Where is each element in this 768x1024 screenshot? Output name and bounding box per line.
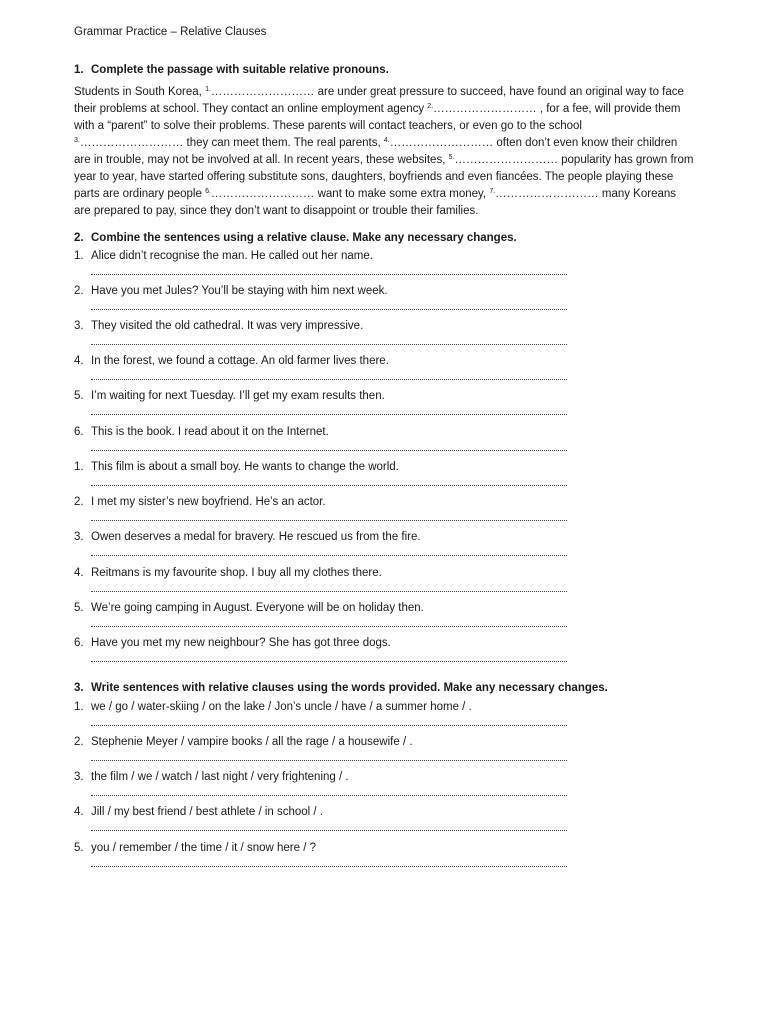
answer-line[interactable] [91, 625, 567, 627]
item-prompt: This film is about a small boy. He wants to change the world. [91, 461, 399, 473]
passage-text: popularity has grown from year to year, have started offering substitute sons, daughters, boyfriends and even fiancées. The people playing these parts are ordinary people [74, 154, 694, 200]
item-prompt: the film / we / watch / last night / very frightening / . [91, 771, 349, 783]
answer-line[interactable] [91, 449, 567, 451]
item-number: 5. [74, 390, 84, 402]
answer-line[interactable] [91, 378, 567, 380]
section-1-heading [74, 64, 389, 76]
blank-marker: 5. [448, 154, 455, 161]
answer-blank[interactable]: ……………………… [389, 137, 494, 149]
exercise-item [74, 285, 574, 297]
answer-line[interactable] [91, 660, 567, 662]
section-3-heading [74, 682, 608, 694]
exercise-item [74, 701, 574, 713]
blank-marker: 7. [489, 188, 496, 195]
blank-marker: 6. [205, 188, 211, 195]
answer-line[interactable] [91, 724, 567, 726]
answer-line[interactable] [91, 759, 567, 761]
answer-blank[interactable]: ……………………… [79, 137, 184, 149]
passage-text: Students in South Korea, [74, 86, 206, 98]
item-number: 4. [74, 806, 84, 818]
exercise-item [74, 461, 574, 473]
item-number: 5. [74, 842, 84, 854]
item-prompt: Stephenie Meyer / vampire books / all the rage / a housewife / . [91, 736, 413, 748]
answer-line[interactable] [91, 865, 567, 867]
passage-text: many Koreans are prepared to pay, since they don’t want to disappoint or trouble their families. [74, 188, 677, 217]
page-header: Grammar Practice – Relative Clauses [74, 26, 267, 38]
item-number: 2. [74, 736, 84, 748]
item-prompt: I’m waiting for next Tuesday. I’ll get my exam results then. [91, 390, 385, 402]
answer-line[interactable] [91, 413, 567, 415]
item-prompt: This is the book. I read about it on the Internet. [91, 426, 329, 438]
exercise-item [74, 567, 574, 579]
item-prompt: We’re going camping in August. Everyone will be on holiday then. [91, 602, 424, 614]
item-number: 2. [74, 496, 84, 508]
passage-text: they can meet them. The real parents, [183, 137, 384, 149]
passage-text: , for a fee, will provide them with a “parent” to solve their problems. These parents will contact teachers, or even go to the school [74, 103, 681, 132]
section-3-title: Write sentences with relative clauses using the words provided. Make any necessary changes. [91, 682, 608, 694]
answer-line[interactable] [91, 484, 567, 486]
blank-marker: 1. [205, 86, 211, 93]
answer-line[interactable] [91, 829, 567, 831]
exercise-item [74, 602, 574, 614]
item-number: 4. [74, 355, 84, 367]
item-prompt: Owen deserves a medal for bravery. He rescued us from the fire. [91, 531, 421, 543]
item-number: 2. [74, 285, 84, 297]
answer-line[interactable] [91, 273, 567, 275]
answer-blank[interactable]: ……………………… [495, 188, 599, 200]
answer-line[interactable] [91, 590, 567, 592]
item-number: 4. [74, 567, 84, 579]
exercise-item [74, 390, 574, 402]
section-3-number: 3. [74, 682, 84, 694]
exercise-item [74, 842, 574, 854]
answer-blank[interactable]: ……………………… [210, 86, 315, 98]
section-1-number: 1. [74, 64, 84, 76]
exercise-item [74, 531, 574, 543]
section-2-heading [74, 232, 517, 244]
item-number: 1. [74, 701, 84, 713]
exercise-item [74, 736, 574, 748]
answer-blank[interactable]: ……………………… [454, 154, 558, 166]
item-number: 6. [74, 637, 84, 649]
item-prompt: They visited the old cathedral. It was very impressive. [91, 320, 364, 332]
answer-line[interactable] [91, 343, 567, 345]
answer-blank[interactable]: ……………………… [210, 188, 315, 200]
passage-text: are under great pressure to succeed, have found an original way to face their problems at school. They contact an online employment agency [74, 86, 684, 115]
exercise-item [74, 637, 574, 649]
item-number: 6. [74, 426, 84, 438]
answer-line[interactable] [91, 308, 567, 310]
item-number: 5. [74, 602, 84, 614]
item-prompt: In the forest, we found a cottage. An old farmer lives there. [91, 355, 389, 367]
answer-line[interactable] [91, 519, 567, 521]
blank-marker: 3. [74, 137, 80, 144]
section-2-title: Combine the sentences using a relative clause. Make any necessary changes. [91, 232, 517, 244]
item-number: 3. [74, 320, 84, 332]
exercise-item [74, 250, 574, 262]
item-prompt: Alice didn’t recognise the man. He called out her name. [91, 250, 373, 262]
exercise-item [74, 320, 574, 332]
exercise-item [74, 355, 574, 367]
item-number: 1. [74, 461, 84, 473]
answer-line[interactable] [91, 554, 567, 556]
item-prompt: I met my sister’s new boyfriend. He’s an actor. [91, 496, 326, 508]
passage-text: want to make some extra money, [314, 188, 490, 200]
exercise-item [74, 496, 574, 508]
item-prompt: Jill / my best friend / best athlete / in school / . [91, 806, 324, 818]
section-2-number: 2. [74, 232, 84, 244]
passage-text: often don’t even know their children are in trouble, may not be involved at all. In recent years, these websites, [74, 137, 678, 166]
item-number: 3. [74, 771, 84, 783]
exercise-item [74, 426, 574, 438]
item-prompt: Reitmans is my favourite shop. I buy all my clothes there. [91, 567, 382, 579]
answer-line[interactable] [91, 794, 567, 796]
section-1-title: Complete the passage with suitable relative pronouns. [91, 64, 389, 76]
item-prompt: Have you met my new neighbour? She has got three dogs. [91, 637, 391, 649]
item-prompt: you / remember / the time / it / snow here / ? [91, 842, 316, 854]
item-number: 1. [74, 250, 84, 262]
item-prompt: Have you met Jules? You’ll be staying with him next week. [91, 285, 388, 297]
item-number: 3. [74, 531, 84, 543]
exercise-item [74, 771, 574, 783]
blank-marker: 2. [427, 103, 434, 110]
blank-marker: 4. [383, 137, 390, 144]
item-prompt: we / go / water-skiing / on the lake / Jon’s uncle / have / a summer home / . [91, 701, 472, 713]
exercise-item [74, 806, 574, 818]
section-1-passage [74, 84, 694, 220]
answer-blank[interactable]: ……………………… [433, 103, 537, 115]
